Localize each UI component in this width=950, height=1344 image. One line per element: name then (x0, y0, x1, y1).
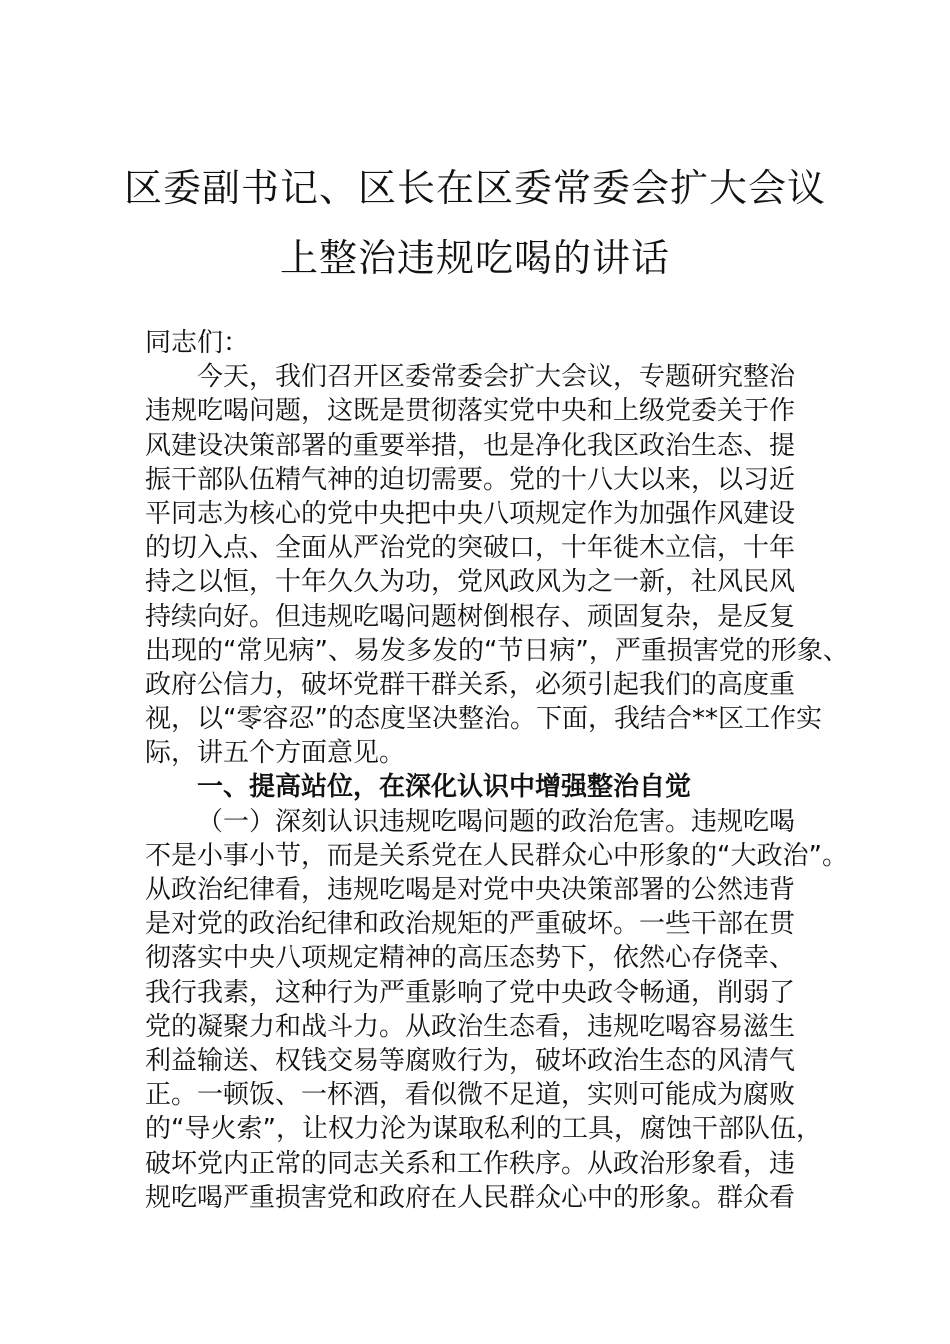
paragraph-line: 平同志为核心的党中央把中央八项规定作为加强作风建设 (145, 498, 796, 529)
paragraph-line: 视，以“零容忍”的态度坚决整治。下面，我结合**区工作实 (145, 704, 822, 735)
paragraph-line: 振干部队伍精气神的迫切需要。党的十八大以来，以习近 (145, 464, 796, 495)
paragraph-line: 从政治纪律看，违规吃喝是对党中央决策部署的公然违背 (145, 875, 796, 905)
paragraph-line: 际，讲五个方面意见。 (145, 738, 406, 769)
document-title-line-1: 区委副书记、区长在区委常委会扩大会议 (123, 166, 826, 210)
paragraph-line: 风建设决策部署的重要举措，也是净化我区政治生态、提 (145, 430, 796, 461)
paragraph-line: 出现的“常见病”、易发多发的“节日病”，严重损害党的形象、 (145, 635, 849, 666)
paragraph-line: 正。一顿饭、一杯酒，看似微不足道，实则可能成为腐败 (145, 1080, 796, 1111)
paragraph-line: 是对党的政治纪律和政治规矩的严重破坏。一些干部在贯 (145, 909, 796, 940)
paragraph-line: 利益输送、权钱交易等腐败行为，破坏政治生态的风清气 (145, 1045, 796, 1076)
paragraph-line: 破坏党内正常的同志关系和工作秩序。从政治形象看，违 (145, 1148, 796, 1179)
subsection-line: （一）深刻认识违规吃喝问题的政治危害。违规吃喝 (197, 806, 796, 837)
paragraph-line: 不是小事小节，而是关系党在人民群众心中形象的“大政治”。 (145, 840, 848, 871)
paragraph-line: 彻落实中央八项规定精神的高压态势下，依然心存侥幸、 (145, 943, 796, 974)
salutation: 同志们： (145, 328, 250, 358)
paragraph-line: 党的凝聚力和战斗力。从政治生态看，违规吃喝容易滋生 (145, 1011, 796, 1042)
paragraph-line: 我行我素，这种行为严重影响了党中央政令畅通，削弱了 (145, 977, 796, 1008)
paragraph-line: 持之以恒，十年久久为功，党风政风为之一新，社风民风 (145, 567, 796, 598)
document-body (145, 326, 849, 1215)
paragraph-line: 违规吃喝问题，这既是贯彻落实党中央和上级党委关于作 (145, 396, 796, 427)
document-title-line-2: 上整治违规吃喝的讲话 (279, 236, 670, 280)
paragraph-line: 规吃喝严重损害党和政府在人民群众心中的形象。群众看 (145, 1182, 796, 1213)
section-heading: 一、提高站位，在深化认识中增强整治自觉 (197, 772, 692, 803)
paragraph-line: 政府公信力，破坏党群干群关系，必须引起我们的高度重 (145, 669, 796, 700)
paragraph-line: 持续向好。但违规吃喝问题树倒根存、顽固复杂，是反复 (145, 601, 796, 632)
paragraph-line: 今天，我们召开区委常委会扩大会议，专题研究整治 (197, 362, 796, 393)
paragraph-line: 的“导火索”，让权力沦为谋取私利的工具，腐蚀干部队伍， (145, 1114, 822, 1145)
paragraph-line: 的切入点、全面从严治党的突破口，十年徙木立信，十年 (145, 533, 796, 564)
